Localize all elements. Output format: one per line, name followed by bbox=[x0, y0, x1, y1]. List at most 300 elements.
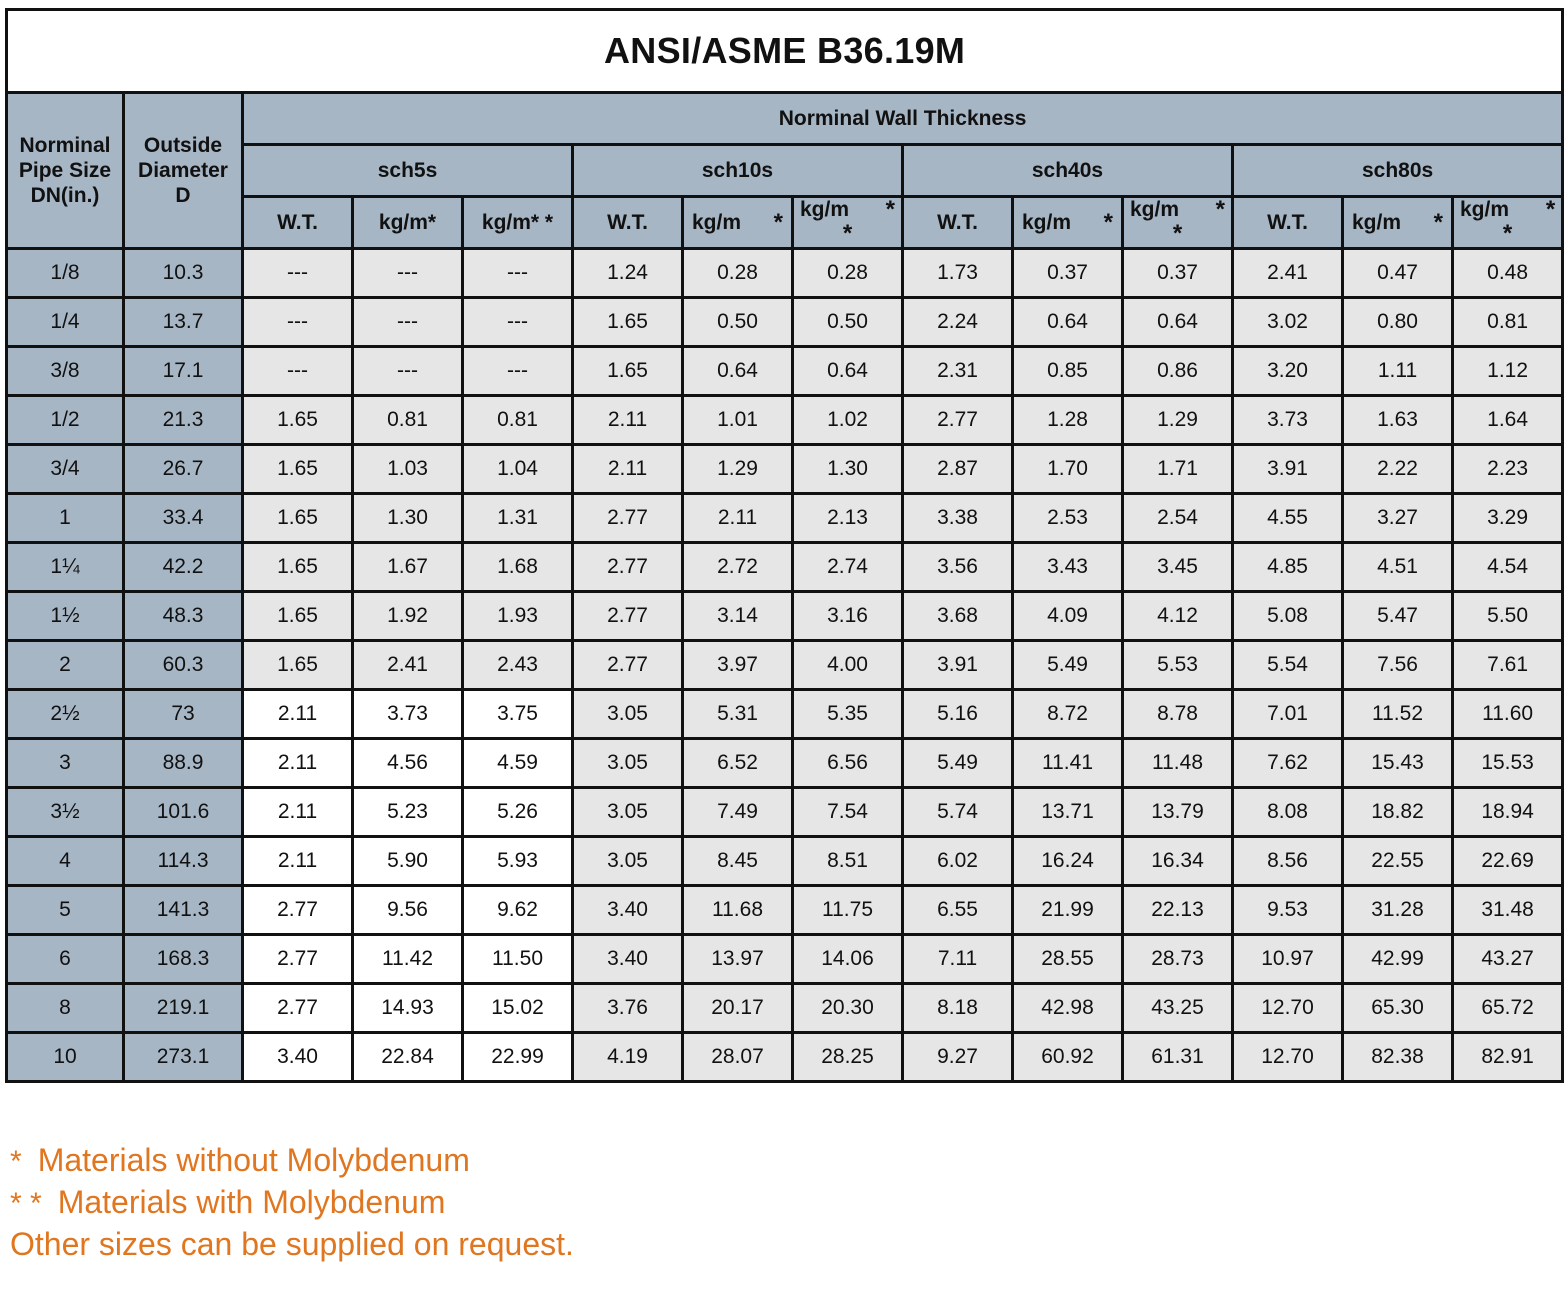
table-cell: 8.72 bbox=[1013, 690, 1123, 739]
table-cell: 2.77 bbox=[573, 494, 683, 543]
table-cell: 9.56 bbox=[353, 886, 463, 935]
cell-outside-diameter: 141.3 bbox=[124, 886, 243, 935]
table-cell: 3.73 bbox=[1233, 396, 1343, 445]
cell-nominal-pipe-size: 3½ bbox=[7, 788, 124, 837]
table-cell: 65.30 bbox=[1343, 984, 1453, 1033]
table-cell: 1.65 bbox=[573, 347, 683, 396]
table-cell: 1.04 bbox=[463, 445, 573, 494]
table-cell: 9.62 bbox=[463, 886, 573, 935]
kgm-label: kg/m bbox=[692, 210, 742, 234]
cell-nominal-pipe-size: 1/2 bbox=[7, 396, 124, 445]
table-cell: 1.65 bbox=[243, 641, 353, 690]
table-cell: 8.45 bbox=[683, 837, 793, 886]
header-kgm-single-sch5s: kg/m* bbox=[353, 197, 463, 249]
table-cell: 6.55 bbox=[903, 886, 1013, 935]
double-asterisk-icon: * * bbox=[10, 1187, 42, 1220]
table-cell: 60.92 bbox=[1013, 1033, 1123, 1082]
cell-nominal-pipe-size: 10 bbox=[7, 1033, 124, 1082]
table-cell: 1.31 bbox=[463, 494, 573, 543]
header-schedule-sch10s: sch10s bbox=[573, 145, 903, 197]
table-cell: 8.08 bbox=[1233, 788, 1343, 837]
table-cell: 1.92 bbox=[353, 592, 463, 641]
table-cell: 2.43 bbox=[463, 641, 573, 690]
asterisk-icon: * bbox=[1545, 196, 1556, 223]
table-cell: 3.29 bbox=[1453, 494, 1563, 543]
kgm-label: kg/m bbox=[800, 198, 850, 221]
table-cell: 0.37 bbox=[1013, 249, 1123, 298]
pipe-schedule-table bbox=[5, 8, 1564, 1083]
table-cell: 0.85 bbox=[1013, 347, 1123, 396]
footnote-double bbox=[10, 1182, 574, 1224]
table-cell: 28.07 bbox=[683, 1033, 793, 1082]
table-cell: 21.99 bbox=[1013, 886, 1123, 935]
asterisk-icon: * bbox=[10, 1145, 22, 1178]
table-cell: 5.35 bbox=[793, 690, 903, 739]
table-row bbox=[7, 788, 1563, 837]
table-cell: 2.13 bbox=[793, 494, 903, 543]
table-cell: 3.45 bbox=[1123, 543, 1233, 592]
table-cell: --- bbox=[463, 249, 573, 298]
cell-nominal-pipe-size: 4 bbox=[7, 837, 124, 886]
cell-nominal-pipe-size: 3 bbox=[7, 739, 124, 788]
table-row bbox=[7, 396, 1563, 445]
cell-outside-diameter: 21.3 bbox=[124, 396, 243, 445]
footnote-single bbox=[10, 1140, 574, 1182]
table-cell: 1.65 bbox=[573, 298, 683, 347]
table-cell: 6.02 bbox=[903, 837, 1013, 886]
table-cell: 2.11 bbox=[243, 739, 353, 788]
kgm-label: kg/m bbox=[1352, 210, 1402, 234]
asterisk-icon: * bbox=[1172, 220, 1183, 247]
header-wt-sch80s: W.T. bbox=[1233, 197, 1343, 249]
table-cell: 1.65 bbox=[243, 592, 353, 641]
asterisk-icon: * bbox=[885, 196, 895, 223]
table-cell: 3.91 bbox=[1233, 445, 1343, 494]
table-cell: 3.14 bbox=[683, 592, 793, 641]
header-kgm-double-sch10s bbox=[793, 197, 903, 249]
header-kgm-double-sch5s: kg/m* * bbox=[463, 197, 573, 249]
table-cell: 5.90 bbox=[353, 837, 463, 886]
table-cell: 8.56 bbox=[1233, 837, 1343, 886]
table-cell: 2.11 bbox=[243, 788, 353, 837]
table-cell: --- bbox=[243, 249, 353, 298]
table-cell: 13.79 bbox=[1123, 788, 1233, 837]
table-cell: 4.09 bbox=[1013, 592, 1123, 641]
table-cell: 1.24 bbox=[573, 249, 683, 298]
table-cell: 2.53 bbox=[1013, 494, 1123, 543]
table-cell: 6.52 bbox=[683, 739, 793, 788]
cell-outside-diameter: 10.3 bbox=[124, 249, 243, 298]
table-cell: 1.29 bbox=[683, 445, 793, 494]
table-cell: 7.62 bbox=[1233, 739, 1343, 788]
table-cell: 2.87 bbox=[903, 445, 1013, 494]
table-cell: 22.13 bbox=[1123, 886, 1233, 935]
table-cell: 11.42 bbox=[353, 935, 463, 984]
header-schedule-sch40s: sch40s bbox=[903, 145, 1233, 197]
table-cell: 1.65 bbox=[243, 396, 353, 445]
table-cell: 15.43 bbox=[1343, 739, 1453, 788]
kgm-label: kg/m bbox=[1460, 198, 1510, 221]
table-cell: 2.24 bbox=[903, 298, 1013, 347]
header-wt-sch5s: W.T. bbox=[243, 197, 353, 249]
header-nps-line3: DN(in.) bbox=[30, 184, 100, 207]
header-wt-sch40s: W.T. bbox=[903, 197, 1013, 249]
footnote-single-text: Materials without Molybdenum bbox=[37, 1142, 470, 1178]
table-row bbox=[7, 935, 1563, 984]
table-cell: 11.48 bbox=[1123, 739, 1233, 788]
table-cell: 18.82 bbox=[1343, 788, 1453, 837]
cell-nominal-pipe-size: 5 bbox=[7, 886, 124, 935]
table-cell: 3.05 bbox=[573, 739, 683, 788]
table-cell: 1.28 bbox=[1013, 396, 1123, 445]
table-cell: 15.02 bbox=[463, 984, 573, 1033]
table-row bbox=[7, 837, 1563, 886]
table-row bbox=[7, 347, 1563, 396]
cell-outside-diameter: 168.3 bbox=[124, 935, 243, 984]
table-cell: 20.17 bbox=[683, 984, 793, 1033]
table-cell: 9.27 bbox=[903, 1033, 1013, 1082]
footnote-double-text: Materials with Molybdenum bbox=[57, 1184, 446, 1220]
table-cell: 10.97 bbox=[1233, 935, 1343, 984]
table-cell: 1.67 bbox=[353, 543, 463, 592]
table-cell: 8.51 bbox=[793, 837, 903, 886]
table-cell: 3.56 bbox=[903, 543, 1013, 592]
cell-nominal-pipe-size: 1/4 bbox=[7, 298, 124, 347]
table-cell: 1.93 bbox=[463, 592, 573, 641]
table-cell: 5.23 bbox=[353, 788, 463, 837]
table-cell: 15.53 bbox=[1453, 739, 1563, 788]
table-row bbox=[7, 494, 1563, 543]
table-cell: 61.31 bbox=[1123, 1033, 1233, 1082]
table-cell: 2.41 bbox=[1233, 249, 1343, 298]
table-cell: 16.24 bbox=[1013, 837, 1123, 886]
table-cell: 2.74 bbox=[793, 543, 903, 592]
header-kgm-single-sch40s bbox=[1013, 197, 1123, 249]
table-cell: 82.38 bbox=[1343, 1033, 1453, 1082]
asterisk-icon: * bbox=[1215, 196, 1225, 223]
table-cell: 5.93 bbox=[463, 837, 573, 886]
header-od-line2: Diameter bbox=[138, 159, 228, 182]
table-cell: 1.73 bbox=[903, 249, 1013, 298]
header-kgm-single-sch80s bbox=[1343, 197, 1453, 249]
table-cell: 0.50 bbox=[793, 298, 903, 347]
asterisk-icon: * bbox=[1502, 220, 1513, 247]
table-cell: 3.40 bbox=[573, 935, 683, 984]
table-row bbox=[7, 886, 1563, 935]
table-cell: 6.56 bbox=[793, 739, 903, 788]
table-cell: 11.60 bbox=[1453, 690, 1563, 739]
table-row bbox=[7, 298, 1563, 347]
table-cell: 0.50 bbox=[683, 298, 793, 347]
table-cell: 5.08 bbox=[1233, 592, 1343, 641]
table-cell: 2.77 bbox=[903, 396, 1013, 445]
table-cell: 3.05 bbox=[573, 788, 683, 837]
cell-outside-diameter: 42.2 bbox=[124, 543, 243, 592]
table-cell: 5.53 bbox=[1123, 641, 1233, 690]
table-row bbox=[7, 984, 1563, 1033]
table-cell: 5.54 bbox=[1233, 641, 1343, 690]
table-cell: 13.97 bbox=[683, 935, 793, 984]
table-cell: 8.18 bbox=[903, 984, 1013, 1033]
table-cell: 0.80 bbox=[1343, 298, 1453, 347]
cell-nominal-pipe-size: 8 bbox=[7, 984, 124, 1033]
footnotes bbox=[10, 1140, 574, 1265]
cell-outside-diameter: 60.3 bbox=[124, 641, 243, 690]
table-cell: 3.73 bbox=[353, 690, 463, 739]
asterisk-icon: * bbox=[773, 208, 783, 236]
table-cell: 4.56 bbox=[353, 739, 463, 788]
asterisk-icon: * bbox=[1433, 208, 1443, 236]
table-cell: 3.16 bbox=[793, 592, 903, 641]
table-cell: 7.11 bbox=[903, 935, 1013, 984]
table-cell: 1.64 bbox=[1453, 396, 1563, 445]
table-cell: 4.19 bbox=[573, 1033, 683, 1082]
table-cell: 3.91 bbox=[903, 641, 1013, 690]
table-cell: 3.38 bbox=[903, 494, 1013, 543]
cell-nominal-pipe-size: 3/4 bbox=[7, 445, 124, 494]
table-cell: 0.28 bbox=[683, 249, 793, 298]
table-cell: 11.41 bbox=[1013, 739, 1123, 788]
header-nps-line1: Norminal bbox=[19, 134, 111, 157]
table-cell: 1.70 bbox=[1013, 445, 1123, 494]
table-cell: 22.55 bbox=[1343, 837, 1453, 886]
table-cell: 1.65 bbox=[243, 494, 353, 543]
table-cell: 4.55 bbox=[1233, 494, 1343, 543]
header-nominal-wall-thickness: Norminal Wall Thickness bbox=[243, 93, 1563, 145]
table-cell: --- bbox=[463, 298, 573, 347]
table-cell: 1.11 bbox=[1343, 347, 1453, 396]
table-cell: 2.72 bbox=[683, 543, 793, 592]
table-cell: 0.48 bbox=[1453, 249, 1563, 298]
table-cell: 3.43 bbox=[1013, 543, 1123, 592]
table-cell: 1.68 bbox=[463, 543, 573, 592]
cell-nominal-pipe-size: 2½ bbox=[7, 690, 124, 739]
table-cell: 9.53 bbox=[1233, 886, 1343, 935]
table-cell: 3.40 bbox=[573, 886, 683, 935]
table-cell: 5.26 bbox=[463, 788, 573, 837]
table-cell: 5.49 bbox=[1013, 641, 1123, 690]
table-cell: 3.20 bbox=[1233, 347, 1343, 396]
table-cell: 2.11 bbox=[573, 445, 683, 494]
table-cell: 18.94 bbox=[1453, 788, 1563, 837]
header-kgm-double-sch40s bbox=[1123, 197, 1233, 249]
table-cell: 5.74 bbox=[903, 788, 1013, 837]
table-cell: 0.64 bbox=[683, 347, 793, 396]
kgm-label: kg/m bbox=[1130, 198, 1180, 221]
table-cell: 1.02 bbox=[793, 396, 903, 445]
cell-outside-diameter: 17.1 bbox=[124, 347, 243, 396]
table-cell: 3.05 bbox=[573, 690, 683, 739]
table-cell: 28.73 bbox=[1123, 935, 1233, 984]
table-cell: 3.05 bbox=[573, 837, 683, 886]
table-cell: 42.99 bbox=[1343, 935, 1453, 984]
table-cell: 14.06 bbox=[793, 935, 903, 984]
header-schedule-sch80s: sch80s bbox=[1233, 145, 1563, 197]
table-cell: 7.54 bbox=[793, 788, 903, 837]
table-cell: 7.56 bbox=[1343, 641, 1453, 690]
table-cell: 43.25 bbox=[1123, 984, 1233, 1033]
table-cell: 1.30 bbox=[793, 445, 903, 494]
table-body bbox=[7, 249, 1563, 1082]
table-cell: 7.01 bbox=[1233, 690, 1343, 739]
table-cell: 2.31 bbox=[903, 347, 1013, 396]
cell-outside-diameter: 33.4 bbox=[124, 494, 243, 543]
table-row bbox=[7, 249, 1563, 298]
table-cell: 4.59 bbox=[463, 739, 573, 788]
table-cell: 0.86 bbox=[1123, 347, 1233, 396]
table-cell: 7.49 bbox=[683, 788, 793, 837]
cell-nominal-pipe-size: 2 bbox=[7, 641, 124, 690]
footnote-other-sizes: Other sizes can be supplied on request. bbox=[10, 1226, 574, 1262]
header-wt-sch10s: W.T. bbox=[573, 197, 683, 249]
table-cell: 3.76 bbox=[573, 984, 683, 1033]
table-cell: 2.22 bbox=[1343, 445, 1453, 494]
table-cell: 2.77 bbox=[243, 984, 353, 1033]
table-row bbox=[7, 739, 1563, 788]
table-cell: 3.97 bbox=[683, 641, 793, 690]
cell-outside-diameter: 101.6 bbox=[124, 788, 243, 837]
table-cell: 1.63 bbox=[1343, 396, 1453, 445]
table-cell: --- bbox=[353, 249, 463, 298]
table-cell: 7.61 bbox=[1453, 641, 1563, 690]
table-cell: 14.93 bbox=[353, 984, 463, 1033]
table-cell: 5.49 bbox=[903, 739, 1013, 788]
table-cell: 1.71 bbox=[1123, 445, 1233, 494]
cell-outside-diameter: 88.9 bbox=[124, 739, 243, 788]
table-cell: 2.41 bbox=[353, 641, 463, 690]
table-cell: 4.54 bbox=[1453, 543, 1563, 592]
table-cell: 2.77 bbox=[573, 592, 683, 641]
table-cell: --- bbox=[243, 347, 353, 396]
table-row bbox=[7, 543, 1563, 592]
table-row bbox=[7, 641, 1563, 690]
table-cell: 4.51 bbox=[1343, 543, 1453, 592]
table-cell: 22.69 bbox=[1453, 837, 1563, 886]
table-cell: 42.98 bbox=[1013, 984, 1123, 1033]
table-cell: 43.27 bbox=[1453, 935, 1563, 984]
table-cell: 2.11 bbox=[683, 494, 793, 543]
table-cell: 1.65 bbox=[243, 445, 353, 494]
table-cell: 3.75 bbox=[463, 690, 573, 739]
table-row bbox=[7, 1033, 1563, 1082]
table-cell: 3.40 bbox=[243, 1033, 353, 1082]
table-row bbox=[7, 690, 1563, 739]
table-cell: 31.28 bbox=[1343, 886, 1453, 935]
table-cell: 5.16 bbox=[903, 690, 1013, 739]
table-cell: 0.47 bbox=[1343, 249, 1453, 298]
cell-nominal-pipe-size: 1½ bbox=[7, 592, 124, 641]
header-od-line3: D bbox=[175, 184, 191, 207]
table-cell: 1.01 bbox=[683, 396, 793, 445]
table-cell: 0.64 bbox=[1123, 298, 1233, 347]
table-cell: 2.54 bbox=[1123, 494, 1233, 543]
table-cell: 1.30 bbox=[353, 494, 463, 543]
table-cell: --- bbox=[243, 298, 353, 347]
table-cell: 5.50 bbox=[1453, 592, 1563, 641]
cell-nominal-pipe-size: 1¼ bbox=[7, 543, 124, 592]
table-cell: 65.72 bbox=[1453, 984, 1563, 1033]
table-cell: 22.99 bbox=[463, 1033, 573, 1082]
cell-outside-diameter: 114.3 bbox=[124, 837, 243, 886]
cell-outside-diameter: 273.1 bbox=[124, 1033, 243, 1082]
table-cell: --- bbox=[353, 298, 463, 347]
header-schedule-sch5s: sch5s bbox=[243, 145, 573, 197]
table-cell: 0.64 bbox=[793, 347, 903, 396]
table-cell: 12.70 bbox=[1233, 984, 1343, 1033]
table-row bbox=[7, 592, 1563, 641]
cell-outside-diameter: 13.7 bbox=[124, 298, 243, 347]
table-cell: --- bbox=[353, 347, 463, 396]
table-cell: 3.02 bbox=[1233, 298, 1343, 347]
cell-outside-diameter: 26.7 bbox=[124, 445, 243, 494]
asterisk-icon: * bbox=[842, 220, 853, 247]
table-cell: 82.91 bbox=[1453, 1033, 1563, 1082]
header-od-line1: Outside bbox=[143, 134, 223, 157]
cell-nominal-pipe-size: 1/8 bbox=[7, 249, 124, 298]
table-cell: 1.03 bbox=[353, 445, 463, 494]
header-outside-diameter bbox=[124, 93, 243, 249]
cell-outside-diameter: 48.3 bbox=[124, 592, 243, 641]
table-cell: 16.34 bbox=[1123, 837, 1233, 886]
table-cell: 2.77 bbox=[573, 543, 683, 592]
table-cell: 2.11 bbox=[243, 837, 353, 886]
table-cell: 13.71 bbox=[1013, 788, 1123, 837]
cell-outside-diameter: 219.1 bbox=[124, 984, 243, 1033]
table-cell: 5.47 bbox=[1343, 592, 1453, 641]
table-cell: 5.31 bbox=[683, 690, 793, 739]
table-cell: 20.30 bbox=[793, 984, 903, 1033]
table-cell: --- bbox=[463, 347, 573, 396]
header-kgm-single-sch10s bbox=[683, 197, 793, 249]
table-cell: 31.48 bbox=[1453, 886, 1563, 935]
table-cell: 28.25 bbox=[793, 1033, 903, 1082]
table-cell: 2.77 bbox=[243, 935, 353, 984]
table-cell: 8.78 bbox=[1123, 690, 1233, 739]
table-cell: 2.77 bbox=[243, 886, 353, 935]
table-cell: 0.64 bbox=[1013, 298, 1123, 347]
cell-nominal-pipe-size: 1 bbox=[7, 494, 124, 543]
table-cell: 4.85 bbox=[1233, 543, 1343, 592]
table-cell: 0.81 bbox=[463, 396, 573, 445]
table-cell: 2.11 bbox=[243, 690, 353, 739]
header-nominal-pipe-size bbox=[7, 93, 124, 249]
table-cell: 0.81 bbox=[1453, 298, 1563, 347]
table-cell: 2.77 bbox=[573, 641, 683, 690]
table-cell: 1.12 bbox=[1453, 347, 1563, 396]
table-cell: 2.11 bbox=[573, 396, 683, 445]
table-cell: 11.68 bbox=[683, 886, 793, 935]
table-cell: 28.55 bbox=[1013, 935, 1123, 984]
kgm-label: kg/m bbox=[1022, 210, 1072, 234]
table-cell: 11.50 bbox=[463, 935, 573, 984]
table-cell: 0.37 bbox=[1123, 249, 1233, 298]
page-title: ANSI/ASME B36.19M bbox=[7, 10, 1563, 93]
table-cell: 0.81 bbox=[353, 396, 463, 445]
header-kgm-double-sch80s bbox=[1453, 197, 1563, 249]
table-cell: 12.70 bbox=[1233, 1033, 1343, 1082]
table-cell: 22.84 bbox=[353, 1033, 463, 1082]
table-cell: 3.27 bbox=[1343, 494, 1453, 543]
table-cell: 0.28 bbox=[793, 249, 903, 298]
table-cell: 3.68 bbox=[903, 592, 1013, 641]
table-cell: 4.00 bbox=[793, 641, 903, 690]
table-cell: 11.52 bbox=[1343, 690, 1453, 739]
table-cell: 1.65 bbox=[243, 543, 353, 592]
cell-nominal-pipe-size: 3/8 bbox=[7, 347, 124, 396]
header-nps-line2: Pipe Size bbox=[18, 159, 112, 182]
table-cell: 11.75 bbox=[793, 886, 903, 935]
table-cell: 4.12 bbox=[1123, 592, 1233, 641]
